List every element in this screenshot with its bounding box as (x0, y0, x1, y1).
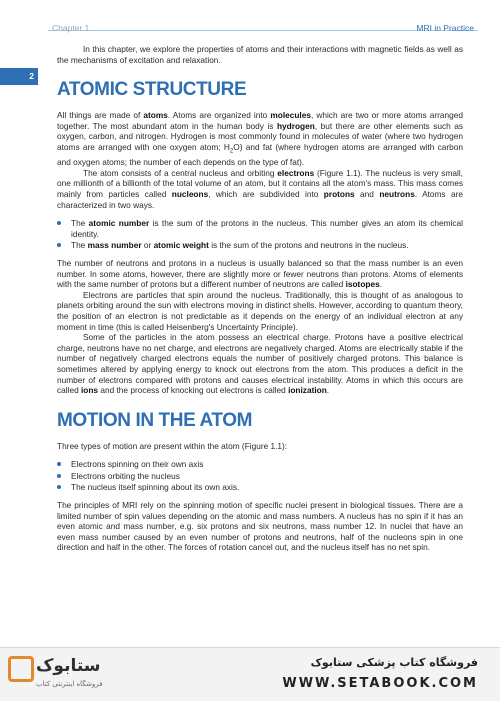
atomic-paragraph-3: The number of neutrons and protons in a nucleus is usually balanced so that the mass number is an even number. In some atoms, however, there are slightly more or fewer neutrons than protons. Atoms of elements with the same number of protons but a different number of neutrons are called isotopes. (57, 257, 463, 290)
atomic-paragraph-2: The atom consists of a central nucleus and orbiting electrons (Figure 1.1). The nucleus is very small, one millionth of a billionth of the total volume of an atom, but it contains all the atom's mass. This mass comes mainly from particles called nucleons, which are subdivided into protons and neutrons. Atoms are characterized in two ways. (57, 167, 463, 210)
atom-characteristics-list (57, 218, 463, 251)
page-number-tab (0, 68, 38, 85)
running-header (0, 0, 500, 38)
website-link[interactable]: WWW.SETABOOK.COM (282, 676, 478, 691)
motion-paragraph-1: Three types of motion are present within the atom (Figure 1.1): (57, 440, 288, 451)
book-title: MRI in Practice (416, 23, 474, 33)
section-heading-motion: MOTION IN THE ATOM (57, 409, 253, 431)
setabook-logo[interactable] (8, 656, 106, 694)
list-item: Electrons orbiting the nucleus (57, 471, 463, 482)
watermark-footer (0, 647, 500, 701)
header-rule (48, 30, 478, 31)
logo-text: ستابوک (36, 656, 101, 676)
section-heading-atomic-structure: ATOMIC STRUCTURE (57, 79, 247, 101)
bullet-icon (57, 462, 61, 466)
atomic-paragraph-1: All things are made of atoms. Atoms are organized into molecules, which are two or more atoms arranged together. The most abundant atom in the human body is hydrogen, but there are other elements such as oxygen, carbon, and nitrogen. Hydrogen is most commonly found in molecules of water (where two hydrogen atoms are arranged with one oxygen atom; $H_2O$) and fat (where hydrogen atoms are arranged with carbon and oxygen atoms; the number of each depends on the type of fat). (57, 110, 463, 168)
page-body (57, 44, 463, 553)
bullet-icon (57, 485, 61, 489)
bullet-icon (57, 474, 61, 478)
bullet-icon (57, 221, 61, 225)
logo-subtitle: فروشگاه اینترنتی کتاب (36, 680, 103, 688)
intro-paragraph: In this chapter, we explore the properties of atoms and their interactions with magnetic fields as well as the mechanisms of excitation and relaxation. (57, 44, 463, 65)
motion-paragraph-2: The principles of MRI rely on the spinning motion of specific nuclei present in biological tissues. There are a limited number of spin values depending on the atomic and mass numbers. A nucleus has no spin if it has an even atomic and mass number, e.g. six protons and six neutrons, mass number 12. In nuclei that have an even mass number caused by an even number of protons and neutrons, half of the nucleons spin in one direction and half in the other. The forces of rotation cancel out, and the nucleus itself has no net spin. (57, 500, 463, 553)
list-item: The atomic number is the sum of the protons in the nucleus. This number gives an atom its chemical identity. (57, 218, 463, 239)
list-item: The mass number or atomic weight is the sum of the protons and neutrons in the nucleus. (57, 240, 463, 251)
atomic-paragraph-5: Some of the particles in the atom possess an electrical charge. Protons have a positive electrical charge, neutrons have no net charge, and electrons are negatively charged. Atoms are electrically stable if the number of negatively charged electrons equals the number of positively charged protons. This balance is sometimes altered by applying energy to knock out electrons from the atom. This produces a deficit in the number of electrons compared with protons and causes electrical instability. Atoms in which this occurs are called ions and the process of knocking out electrons is called ionization. (57, 332, 463, 396)
logo-mark-icon (8, 656, 34, 682)
list-item: The nucleus itself spinning about its own axis. (57, 482, 463, 493)
shop-name: فروشگاه کتاب پزشکی ستابوک (310, 656, 478, 669)
page-number: 2 (29, 71, 34, 81)
chapter-label: Chapter 1 (52, 23, 90, 33)
bullet-icon (57, 243, 61, 247)
motion-types-list (57, 459, 463, 493)
atomic-paragraph-4: Electrons are particles that spin around the nucleus. Traditionally, this is thought of as analogous to planets orbiting around the sun with electrons moving in distinct shells. However, according to quantum theory, the position of an electron is not predictable as it depends on the energy of an individual electron at any moment in time (this is called Heisenberg's Uncertainty Principle). (57, 289, 463, 332)
list-item: Electrons spinning on their own axis (57, 459, 463, 470)
